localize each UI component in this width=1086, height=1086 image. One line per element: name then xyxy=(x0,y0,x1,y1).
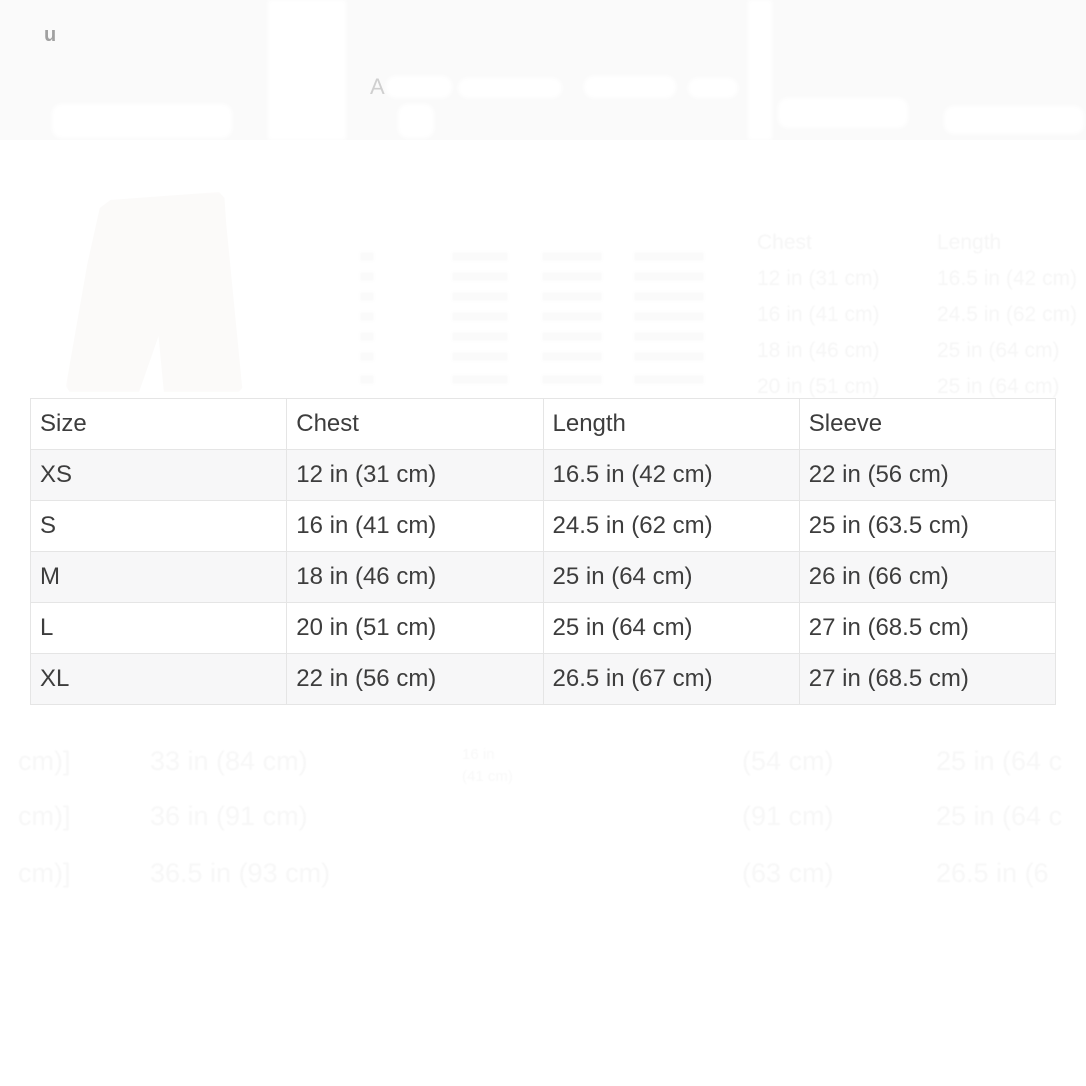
ghost-smudge xyxy=(452,332,508,341)
ghost-smudge xyxy=(360,252,374,261)
ghost-cell-fragment xyxy=(150,858,330,889)
cell-sleeve: 22 in (56 cm) xyxy=(799,450,1055,501)
ghost-title-blob xyxy=(386,76,452,98)
ghost-smudge xyxy=(634,272,704,281)
ghost-smudge xyxy=(452,352,508,361)
ghost-cell: 25 in (64 cm) xyxy=(937,375,1060,398)
ghost-cell: 18 in (46 cm) xyxy=(757,339,880,362)
ghost-smudge xyxy=(634,252,704,261)
ghost-smudge xyxy=(452,312,508,321)
cell-length: 16.5 in (42 cm) xyxy=(543,450,799,501)
ghost-cell-fragment xyxy=(462,746,495,763)
ghost-cell: 16.5 in (42 cm) xyxy=(937,267,1078,290)
ghost-title-blob xyxy=(688,78,738,98)
ghost-column-header: Length xyxy=(937,231,1002,254)
ghost-smudge xyxy=(634,332,704,341)
ghost-text-blob xyxy=(398,104,434,138)
table-row-m xyxy=(31,552,1056,603)
table-row-xs xyxy=(31,450,1056,501)
ghost-cell-fragment xyxy=(742,801,834,832)
ghost-cell-fragment xyxy=(462,768,513,785)
ghost-title-initial: A xyxy=(370,74,385,99)
size-chart-table xyxy=(30,398,1056,705)
column-header-length: Length xyxy=(543,399,799,450)
ghost-cell-fragment xyxy=(742,746,834,777)
ghost-smudge xyxy=(452,292,508,301)
ghost-cell-fragment xyxy=(18,746,70,777)
cell-sleeve: 27 in (68.5 cm) xyxy=(799,654,1055,705)
ghost-smudge xyxy=(452,272,508,281)
ghost-product-image-pants xyxy=(66,192,244,392)
ghost-smudge xyxy=(542,292,602,301)
cell-size: XS xyxy=(31,450,287,501)
ghost-text-blob xyxy=(944,106,1084,134)
cell-chest: 12 in (31 cm) xyxy=(287,450,543,501)
ghost-smudge xyxy=(360,312,374,321)
ghost-smudge xyxy=(542,375,602,384)
ghost-cell-fragment xyxy=(936,858,1049,889)
ghost-cell: 12 in (31 cm) xyxy=(757,267,880,290)
cell-chest: 22 in (56 cm) xyxy=(287,654,543,705)
ghost-smudge xyxy=(634,352,704,361)
ghost-smudge xyxy=(542,332,602,341)
ghost-cell-fragment xyxy=(18,858,70,889)
ghost-logo-mark: u xyxy=(44,24,57,46)
cell-size: S xyxy=(31,501,287,552)
table-row-s xyxy=(31,501,1056,552)
ghost-smudge xyxy=(360,375,374,384)
ghost-text-blob xyxy=(778,98,908,128)
ghost-smudge xyxy=(634,375,704,384)
ghost-cell-fragment xyxy=(742,858,834,889)
column-header-size: Size xyxy=(31,399,287,450)
ghost-smudge xyxy=(452,375,508,384)
ghost-text-blob xyxy=(52,104,232,138)
ghost-smudge xyxy=(634,312,704,321)
cell-sleeve: 27 in (68.5 cm) xyxy=(799,603,1055,654)
ghost-cell-fragment xyxy=(150,801,308,832)
cell-chest: 18 in (46 cm) xyxy=(287,552,543,603)
ghost-cell: 16 in (41 cm) xyxy=(757,303,880,326)
cell-chest: 16 in (41 cm) xyxy=(287,501,543,552)
table-row-l xyxy=(31,603,1056,654)
cell-size: XL xyxy=(31,654,287,705)
ghost-header-band xyxy=(0,0,1086,140)
column-header-chest: Chest xyxy=(287,399,543,450)
ghost-smudge xyxy=(542,312,602,321)
ghost-cell-fragment xyxy=(936,801,1062,832)
cell-size: M xyxy=(31,552,287,603)
table-row-xl xyxy=(31,654,1056,705)
ghost-title-blob xyxy=(584,76,676,98)
ghost-title-blob xyxy=(458,78,562,98)
ghost-smudge xyxy=(360,352,374,361)
ghost-smudge xyxy=(542,272,602,281)
cell-length: 26.5 in (67 cm) xyxy=(543,654,799,705)
column-header-sleeve: Sleeve xyxy=(799,399,1055,450)
ghost-column-header: Chest xyxy=(757,231,812,254)
table-header-row xyxy=(31,399,1056,450)
ghost-smudge xyxy=(452,252,508,261)
ghost-smudge xyxy=(360,332,374,341)
ghost-smudge xyxy=(360,272,374,281)
cell-length: 25 in (64 cm) xyxy=(543,603,799,654)
cell-chest: 20 in (51 cm) xyxy=(287,603,543,654)
cell-length: 25 in (64 cm) xyxy=(543,552,799,603)
ghost-smudge xyxy=(360,292,374,301)
ghost-image-strip-2 xyxy=(748,0,772,140)
cell-sleeve: 25 in (63.5 cm) xyxy=(799,501,1055,552)
cell-sleeve: 26 in (66 cm) xyxy=(799,552,1055,603)
ghost-cell: 20 in (51 cm) xyxy=(757,375,880,398)
cell-size: L xyxy=(31,603,287,654)
ghost-cell-fragment xyxy=(936,746,1062,777)
ghost-smudge xyxy=(542,352,602,361)
ghost-cell-fragment xyxy=(150,746,308,777)
ghost-smudge xyxy=(542,252,602,261)
ghost-smudge xyxy=(634,292,704,301)
cell-length: 24.5 in (62 cm) xyxy=(543,501,799,552)
ghost-cell: 24.5 in (62 cm) xyxy=(937,303,1078,326)
ghost-image-strip xyxy=(268,0,346,140)
ghost-cell: 25 in (64 cm) xyxy=(937,339,1060,362)
ghost-cell-fragment xyxy=(18,801,70,832)
